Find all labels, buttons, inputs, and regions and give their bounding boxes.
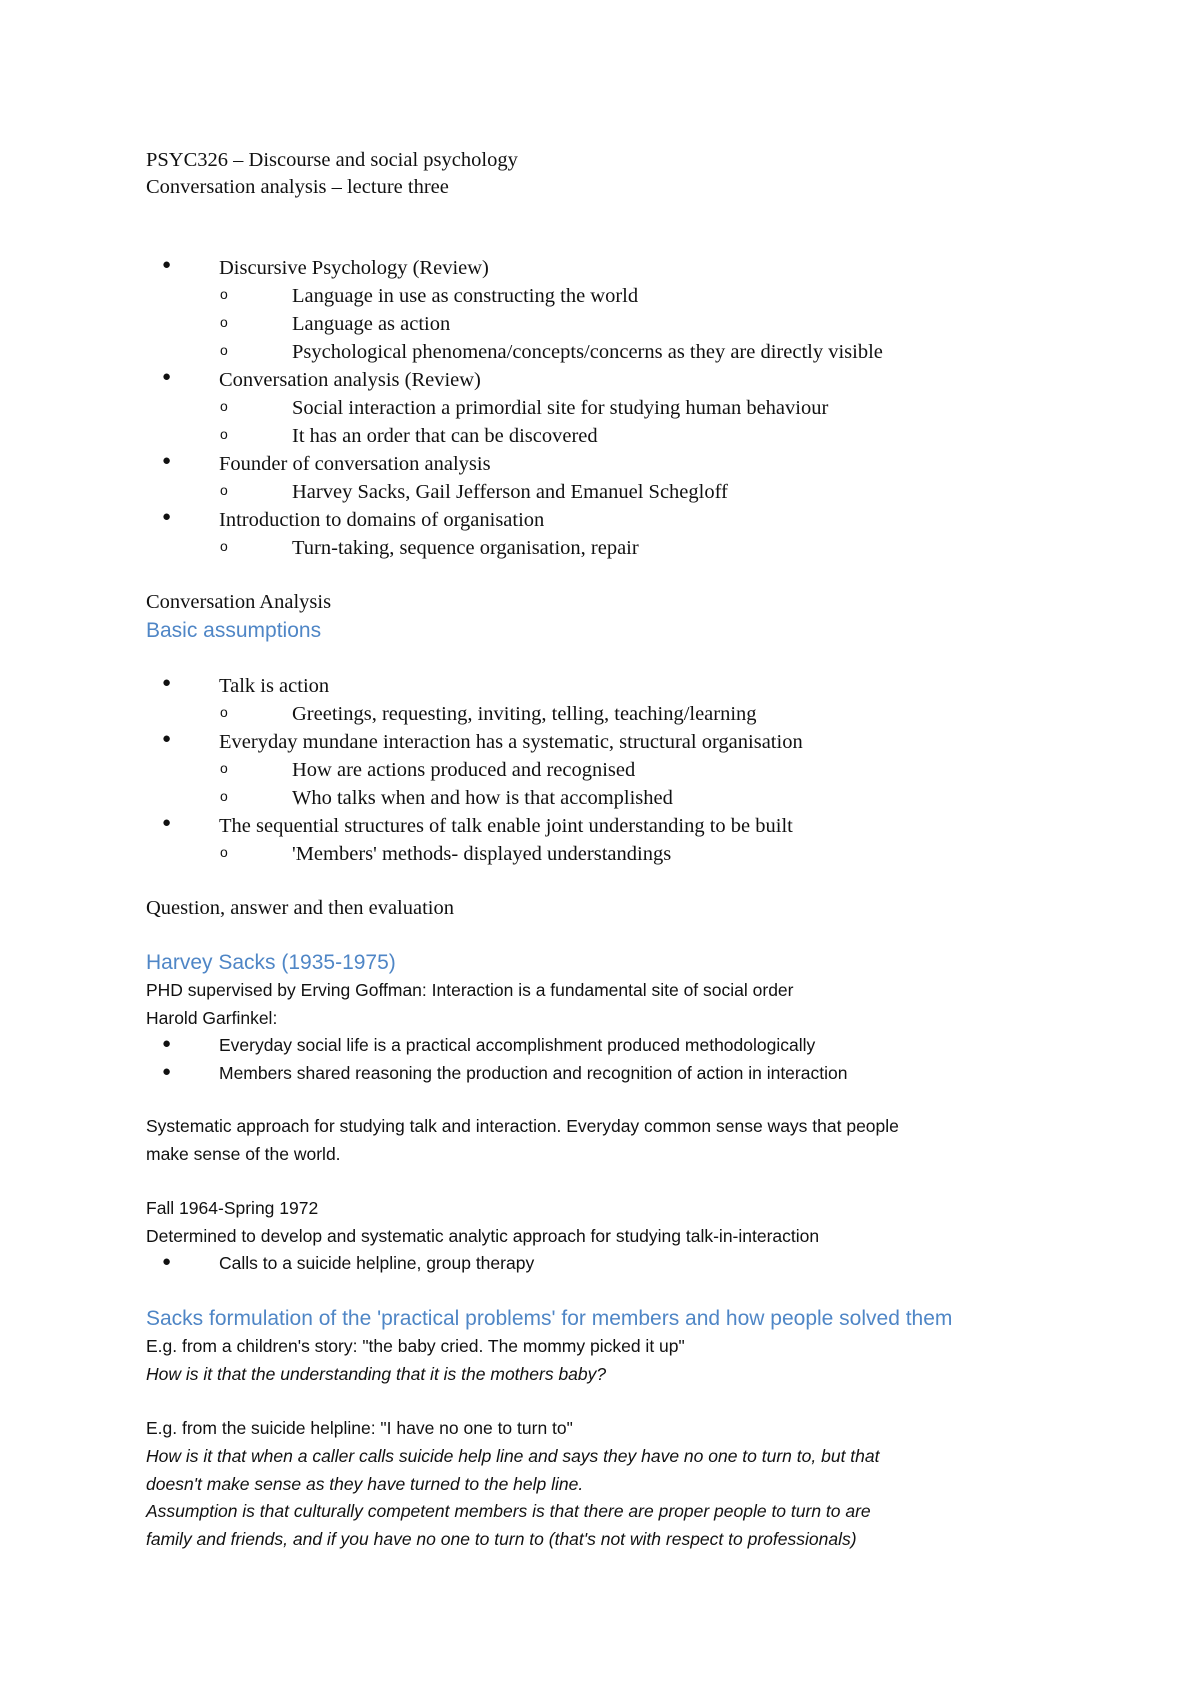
sub-bullet-icon: o (220, 844, 228, 860)
sub-bullet-icon: o (220, 314, 228, 330)
problems-heading: Sacks formulation of the 'practical problems' for members and how people solved them (146, 1307, 953, 1330)
list-subitem: Turn-taking, sequence organisation, repair (292, 537, 639, 559)
list-item: Conversation analysis (Review) (219, 369, 481, 391)
list-subitem: Who talks when and how is that accomplished (292, 787, 673, 809)
bullet-icon: ● (162, 453, 172, 469)
list-subitem: It has an order that can be discovered (292, 425, 598, 447)
list-item: Members shared reasoning the production and recognition of action in interaction (219, 1063, 848, 1083)
bullet-icon: ● (162, 369, 172, 385)
list-item: Everyday social life is a practical accomplishment produced methodologically (219, 1035, 816, 1055)
list-subitem: Language in use as constructing the world (292, 285, 639, 307)
bullet-icon: ● (162, 1254, 172, 1270)
lecture-title: Conversation analysis – lecture three (146, 176, 449, 198)
course-title: PSYC326 – Discourse and social psychology (146, 149, 518, 171)
sub-bullet-icon: o (220, 342, 228, 358)
section-subtitle: Basic assumptions (146, 619, 322, 642)
list-item: Everyday mundane interaction has a systematic, structural organisation (219, 731, 803, 753)
list-item: Discursive Psychology (Review) (219, 257, 489, 279)
paragraph: make sense of the world. (146, 1144, 341, 1164)
list-subitem: How are actions produced and recognised (292, 759, 636, 781)
sub-bullet-icon: o (220, 760, 228, 776)
paragraph: PHD supervised by Erving Goffman: Interaction is a fundamental site of social order (146, 980, 794, 1000)
bullet-icon: ● (162, 257, 172, 273)
list-subitem: Social interaction a primordial site for studying human behaviour (292, 397, 829, 419)
section-title: Conversation Analysis (146, 591, 332, 613)
bullet-icon: ● (162, 509, 172, 525)
italic-paragraph: How is it that the understanding that it is the mothers baby? (146, 1364, 607, 1384)
sub-bullet-icon: o (220, 482, 228, 498)
list-subitem: Harvey Sacks, Gail Jefferson and Emanuel Schegloff (292, 481, 728, 503)
sub-bullet-icon: o (220, 286, 228, 302)
italic-paragraph: doesn't make sense as they have turned to the help line. (146, 1474, 584, 1494)
list-item: Founder of conversation analysis (219, 453, 491, 475)
list-subitem: Psychological phenomena/concepts/concerns as they are directly visible (292, 341, 883, 363)
sacks-heading: Harvey Sacks (1935-1975) (146, 951, 396, 974)
bullet-icon: ● (162, 1064, 172, 1080)
list-subitem: 'Members' methods- displayed understandings (292, 843, 672, 865)
list-item: Calls to a suicide helpline, group therapy (219, 1253, 535, 1273)
paragraph: E.g. from the suicide helpline: "I have no one to turn to" (146, 1418, 573, 1438)
list-item: The sequential structures of talk enable joint understanding to be built (219, 815, 793, 837)
paragraph: Systematic approach for studying talk and interaction. Everyday common sense ways that people (146, 1116, 899, 1136)
sub-bullet-icon: o (220, 788, 228, 804)
sub-bullet-icon: o (220, 538, 228, 554)
italic-paragraph: How is it that when a caller calls suicide help line and says they have no one to turn to, but that (146, 1446, 880, 1466)
list-item: Introduction to domains of organisation (219, 509, 545, 531)
paragraph: E.g. from a children's story: "the baby cried. The mommy picked it up" (146, 1336, 685, 1356)
paragraph: Fall 1964-Spring 1972 (146, 1198, 319, 1218)
sub-bullet-icon: o (220, 704, 228, 720)
paragraph: Harold Garfinkel: (146, 1008, 278, 1028)
sub-bullet-icon: o (220, 398, 228, 414)
list-subitem: Greetings, requesting, inviting, telling, teaching/learning (292, 703, 757, 725)
note-text: Question, answer and then evaluation (146, 897, 454, 919)
paragraph: Determined to develop and systematic analytic approach for studying talk-in-interaction (146, 1226, 820, 1246)
bullet-icon: ● (162, 815, 172, 831)
bullet-icon: ● (162, 731, 172, 747)
list-item: Talk is action (219, 675, 330, 697)
sub-bullet-icon: o (220, 426, 228, 442)
italic-paragraph: Assumption is that culturally competent members is that there are proper people to turn to are (146, 1501, 871, 1521)
list-subitem: Language as action (292, 313, 451, 335)
bullet-icon: ● (162, 1036, 172, 1052)
italic-paragraph: family and friends, and if you have no one to turn to (that's not with respect to professionals) (146, 1529, 857, 1549)
bullet-icon: ● (162, 675, 172, 691)
